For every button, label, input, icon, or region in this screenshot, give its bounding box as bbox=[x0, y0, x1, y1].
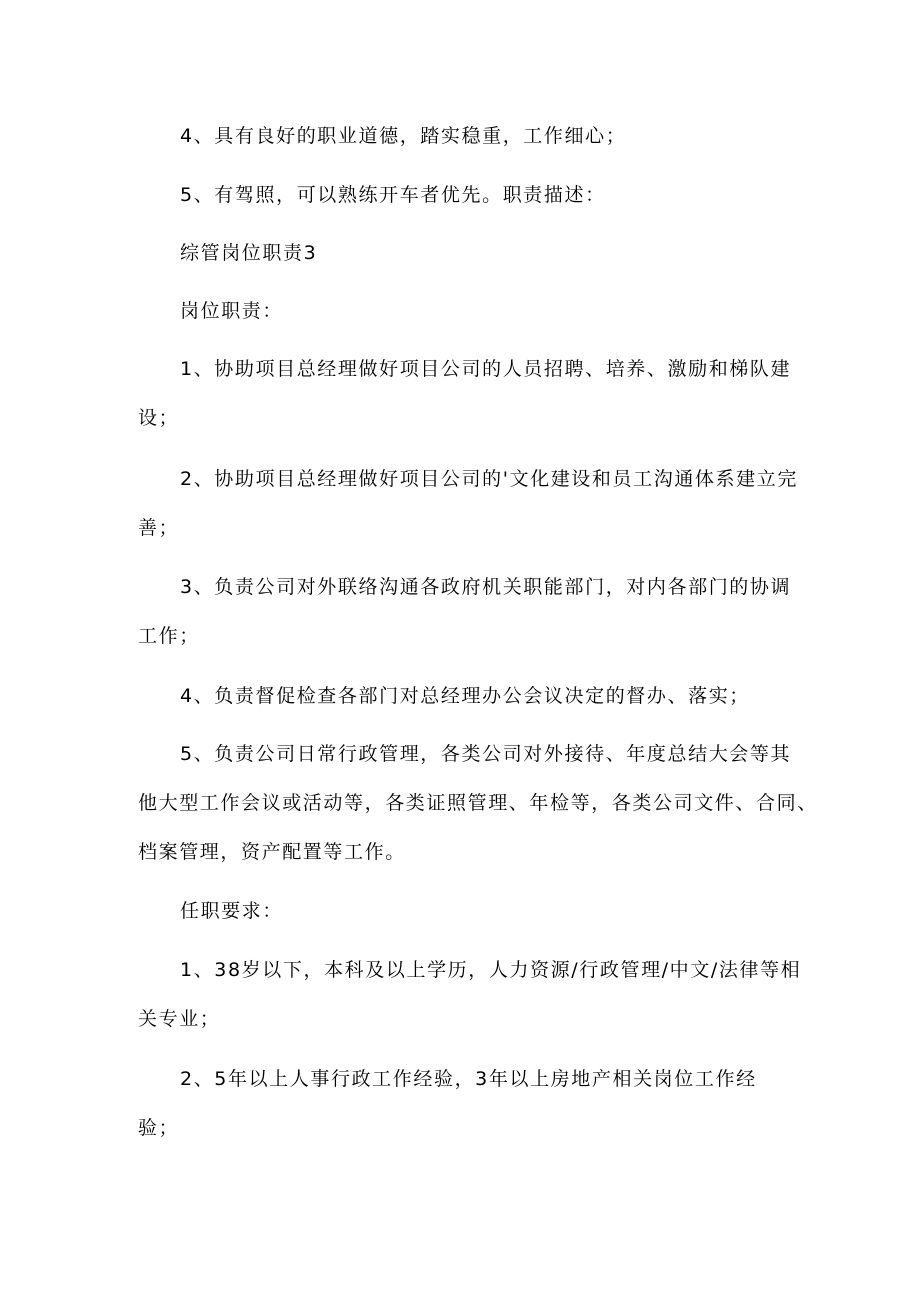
qualification-item-2-cont: 验； bbox=[138, 1117, 180, 1139]
duty-item-2-cont: 善； bbox=[138, 517, 180, 539]
duty-item-5-cont-1: 他大型工作会议或活动等，各类证照管理、年检等，各类公司文件、合同、 bbox=[138, 792, 818, 814]
duty-item-3-cont: 工作； bbox=[138, 625, 200, 647]
qualification-item-1: 1、38岁以下，本科及以上学历，人力资源/行政管理/中文/法律等相 bbox=[180, 959, 802, 981]
duty-item-5: 5、负责公司日常行政管理，各类公司对外接待、年度总结大会等其 bbox=[180, 743, 792, 765]
requirement-item-4: 4、具有良好的职业道德，踏实稳重，工作细心； bbox=[180, 125, 627, 147]
qualifications-heading: 任职要求： bbox=[180, 900, 284, 922]
qualification-item-2: 2、5年以上人事行政工作经验，3年以上房地产相关岗位工作经 bbox=[180, 1068, 757, 1090]
duties-heading: 岗位职责： bbox=[180, 300, 284, 322]
duty-item-1: 1、协助项目总经理做好项目公司的人员招聘、培养、激励和梯队建 bbox=[180, 358, 792, 380]
section-heading: 综管岗位职责3 bbox=[180, 242, 318, 264]
duty-item-1-cont: 设； bbox=[138, 407, 180, 429]
qualification-item-1-cont: 关专业； bbox=[138, 1008, 221, 1030]
duty-item-3: 3、负责公司对外联络沟通各政府机关职能部门，对内各部门的协调 bbox=[180, 576, 792, 598]
duty-item-4: 4、负责督促检查各部门对总经理办公会议决定的督办、落实； bbox=[180, 685, 750, 707]
duty-item-5-cont-2: 档案管理，资产配置等工作。 bbox=[138, 841, 406, 863]
requirement-item-5: 5、有驾照，可以熟练开车者优先。职责描述： bbox=[180, 184, 606, 206]
duty-item-2: 2、协助项目总经理做好项目公司的'文化建设和员工沟通体系建立完 bbox=[180, 468, 798, 490]
